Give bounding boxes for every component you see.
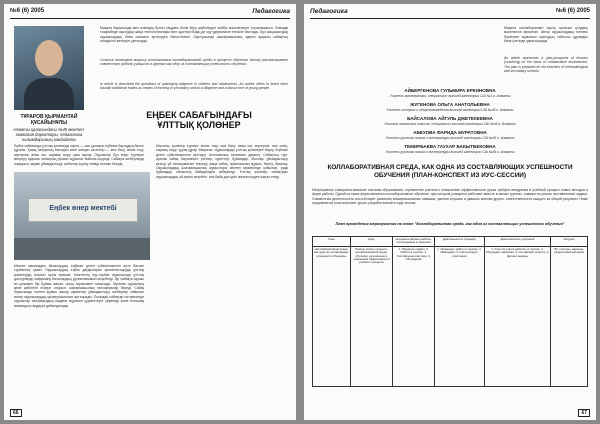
journal-name: Педагогика <box>310 8 348 15</box>
table-header: Деятельность учителей <box>484 237 551 247</box>
table-caption: План проведения мероприятия по теме "Коллаборативная среда, как одна из составляющих успешности обучения" <box>335 222 565 226</box>
page-number: 67 <box>578 409 590 417</box>
abstract-kz: Мақала коллаборативті оқыту ортасын қолдану мәселесіне арналған. Автор оқушылардың топтағы бірлескен жұмысын оқытудың табысты құрамдас бөлігі ретінде қарастырады. <box>504 26 588 44</box>
author-name: АЙБЕРГЕНОВА ГУЛЬМИРА ЕРКИНОВНА <box>404 88 496 93</box>
abstract-en: An article represents a plan-prospects of lessons (coaching) on the basis of collaborative environment. The plan is prepared for the teachers of methodological and secondary schools. <box>504 56 588 74</box>
workshop-photo <box>14 172 150 260</box>
left-page <box>4 4 296 420</box>
author-block-2 <box>312 102 588 112</box>
table-row <box>313 246 588 386</box>
page-number: 66 <box>10 409 22 417</box>
table-header-row <box>313 237 588 247</box>
table-header: Активные формы работы, используемые в тренинге <box>393 237 435 247</box>
page-header <box>310 8 590 19</box>
article-title: ЕҢБЕК САБАҒЫНДАҒЫ ҰЛТТЫҚ ҚОЛӨНЕР <box>146 110 252 130</box>
author-position: Алматы қаласындағы №45 мектеп-гимназия директоры, педагогика ғылымдарының кандидаты <box>12 127 86 142</box>
sign-text: Еңбек өнер мектебі <box>49 205 117 212</box>
issue-number: №6 (6) 2005 <box>555 8 590 14</box>
column-2-text: Мысалы, қолөнер түрлері: кілем тоқу; киіз басу; ағаш ою; зергерлік; тері илеу; сырмақ сыру; құрақ құрау. Мақсаты: оқушыларды ұлттық қолөнерге баулу, еңбекке деген сүйіспеншілігін арттыру, эстетикалық талғамын дамыту. Сабақтың түрі: аралас сабақ. Көрнекілігі: үлгілер, суреттер, бұйымдар. Жоспар: ұйымдастыру кезеңі, үй тапсырмасын тексеру, жаңа сабақ, практикалық жұмыс, бекіту, бағалау. Оқушылардың шығармашылық жұмыстары мектеп көрмесінде қойылып, үздік бұйымдар облыстық байқауларға жіберіледі. Ұлттық қолөнер сабақтары оқушылардың ой-өрісін кеңейтіп, ата-баба дәстүрін жалғастыруға ықпал етеді. <box>156 144 288 179</box>
article-title: КОЛЛАБОРАТИВНАЯ СРЕДА, КАК ОДНА ИЗ СОСТАВЛЯЮЩИХ УСПЕШНОСТИ ОБУЧЕНИЯ (ПЛАН-КОНСПЕКТ ИЗ ИУС-СЕССИИ) <box>327 164 573 179</box>
table-header: Деятельность тренера <box>435 237 484 247</box>
photo-floor <box>14 238 150 260</box>
author-position: Учитель русского языка и литературы высшей категории СШ №45 г. Алматы <box>385 135 515 140</box>
body-text: Непрерывное совершенствование системы образования, стремление учителя к повышению эффективности урока требуют внедрения в учебный процесс новых методов и форм работы. Одной из таких форм является коллаборативное обучение, при котором учащиеся работают вместе в малых группах, совместно решая поставленные задачи. Совместная деятельность способствует развитию коммуникативных навыков, умения слушать и уважать мнение других, ответственности каждого за общий результат. Ниже предлагается план-конспект урока, разработанный в ходе сессии. <box>312 188 588 206</box>
author-block-1 <box>312 88 588 98</box>
table-header: Ресурсы <box>551 237 588 247</box>
author-position: Учитель математики, специалист высшей категории СШ №1 г. Алматы <box>389 93 511 98</box>
author-name: АБЕУОВА ФАРИДА МУРАТОВНА <box>413 130 487 135</box>
table-header: Тема <box>313 237 351 247</box>
table-cell: 1. Принятие правил. 2. Работа в группах. 3. Составление кластера. 4. Обсуждение <box>393 246 435 386</box>
author-block-3 <box>312 116 588 126</box>
abstract-en: In article is described the questions of upbringing diligence in children and adolescents. An author offers to teach them Kazakh traditional trades as means of forming in secondary school a diligence and a labour love of young people. <box>100 82 288 91</box>
table-cell: ПК, постеры, маркеры, раздаточный материал <box>551 246 588 386</box>
right-page <box>304 4 596 420</box>
author-name: ТЕМИРБАЕВА ГАУХАР БАКЫТБЕКОВНА <box>404 144 496 149</box>
photo-suit <box>24 78 74 110</box>
author-position: Учитель истории и обществоведения высшей категории СШ №45 г. Алматы <box>386 107 514 112</box>
table-cell: 1. Организует работу в группах. 2. Наблюдает. 3. Консультирует участников <box>435 246 484 386</box>
column-1-text: Мектеп жасындағы балалардың еңбекке деген сүйіспеншілігін ерте бастан тәрбиелеу қажет. Оқушылардың еңбек дағдыларын қалыптастыруда ұлттық қолөнердің алатын орны ерекше. Мектептің оқу-тәрбие жұмысында ұлттық дәстүрлерді пайдалану балалардың дүниетанымын кеңейтеді. Әр сабақта оқушы өз қолымен бір бұйым жасап, оның тарихымен танысады. Мұғалім оқушының жеке қабілетін ескере отырып, шығармашылық тапсырмалар береді. Сабақ барысында топпен жұмыс жасау, көрмелер ұйымдастыру, шеберлер сайысын өткізу оқушылардың қызығушылығын арттырады. Осындай сабақтар нәтижесінде оқушылар халқымыздың мәдени мұрасын құрметтеуге үйренеді және болашақ мамандық таңдауға дайындалады. <box>14 264 144 308</box>
table-cell: Помочь понять сущность коллаборативной среды обучения, её значение в повышении эффективности учебного процесса <box>350 246 393 386</box>
issue-number: №6 (6) 2005 <box>10 8 45 14</box>
author-name: ТҰРАРОВ ҚЫРМАНТАЙ ҚҰСАЙЫНҰЛЫ <box>20 114 78 126</box>
table-header: Цель <box>350 237 393 247</box>
plan-table <box>312 236 588 387</box>
sign-board <box>28 198 138 222</box>
author-photo <box>14 26 84 110</box>
journal-name: Педагогика <box>252 8 290 15</box>
page-header <box>10 8 290 19</box>
author-position: Учитель русского языка и литературы высшей категории СШ №45 г. Алматы <box>385 149 515 154</box>
author-block-4 <box>312 130 588 140</box>
author-block-5 <box>312 144 588 154</box>
lead-text: Еңбек сабағында ұлттық қолөнерді оқыту — жас ұрпақты еңбекке баулудың басты құралы. Қазақ халқының ежелден келе жатқан кәсіптері — киіз басу, кілем тоқу, зергерлік, ағаш ою, сырмақ сыру, қыш жасау. Оқушылар бұл өнер түрлерін меңгеру арқылы халықтың рухани мұрасын бойына сіңіреді. Сабақта шеберлерді шақырып, көрме ұйымдастыру, жобалар қорғау тиімді нәтиже береді. <box>14 144 144 166</box>
table-cell: «Коллаборативная среда, как одна из составляющих успешности обучения» <box>313 246 351 386</box>
author-name: БАЙСАЛОВА АЙГУЛЬ ДЖЕТЕКЕЕВНА <box>407 116 493 121</box>
photo-face <box>35 40 63 76</box>
intro-text: Мақала барысында мен өзіміздің бүгінгі таңдағы білім беру жүйесіндегі кейбір мәселелерге тоқталмақпын. Әлемдік тәжірибеде оқытудың жаңа технологиялары мен әдістері біздің де оқу үдерісімізге енгізіле бастады. Бұл жаңашылдық оқушылардың білім сапасын арттыруға бағытталған. Оқытушылар шығармашылық ізденіс арқылы сабақтың тиімділігін көтеруге ұмтылуда. <box>100 26 288 44</box>
author-name: ЖУГЕНОВА ОЛЬГА АНАТОЛЬЕВНА <box>410 102 490 107</box>
abstract-ru: Статья посвящена вопросу использования коллаборативной среды в процессе обучения. Автор рассматривает совместную работу учащихся в группах как одну из составляющих успешности обучения. <box>100 58 288 67</box>
table-cell: 1. Учителя учатся работать в группах. 2. Обсуждают материал. 3. Составляют кластер. 4. Делают выводы <box>484 246 551 386</box>
author-position: Учитель начальных классов, специалист высшей категории СШ №45 г. Алматы <box>384 121 516 126</box>
